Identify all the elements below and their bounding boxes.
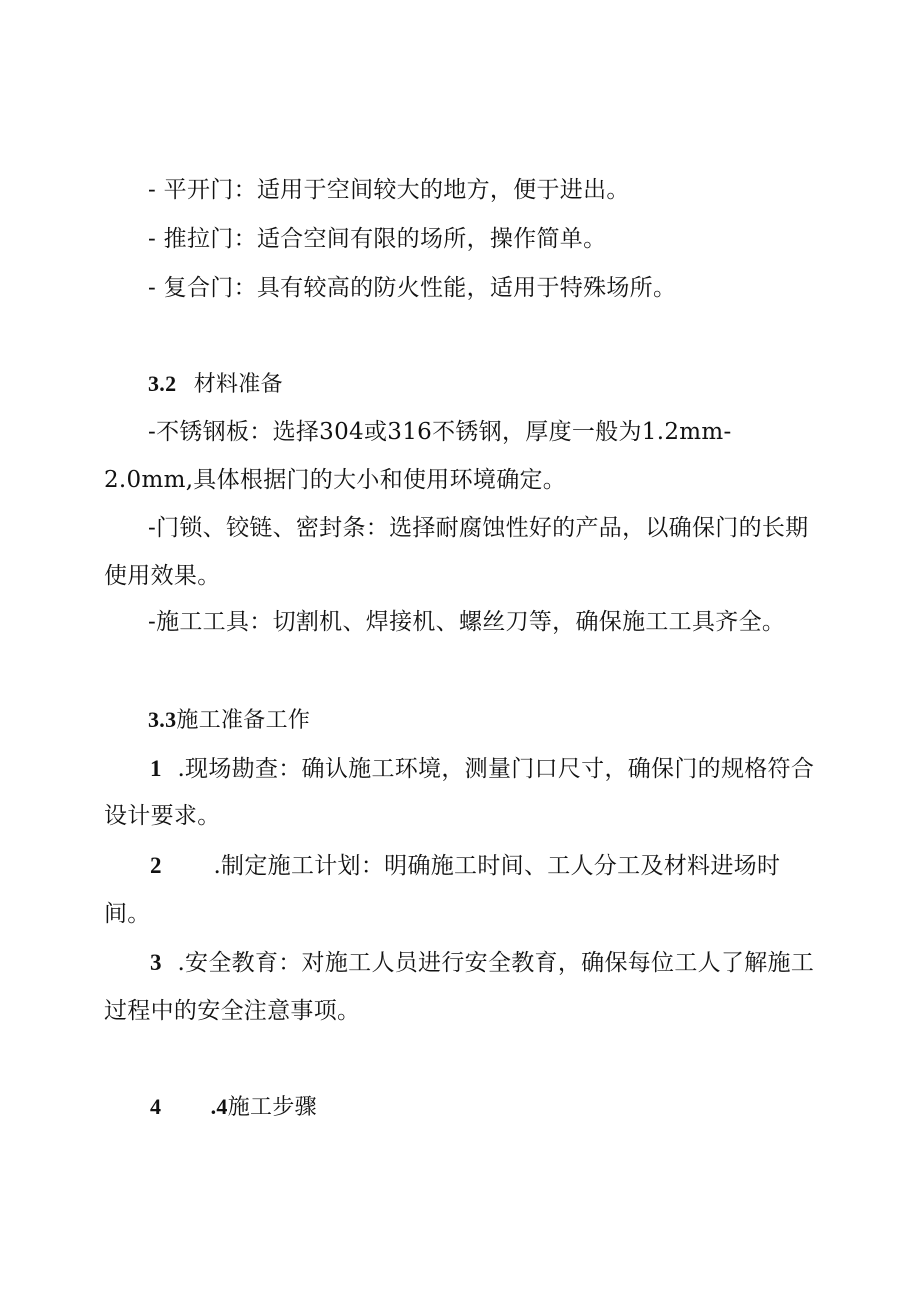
prep-item-1-line-1 — [150, 755, 814, 783]
prep-item-2-line-1 — [150, 852, 780, 880]
section-3-3-heading — [148, 706, 310, 735]
door-type-sliding: - 推拉门：适合空间有限的场所，操作简单。 — [148, 226, 607, 252]
prep-item-3-line-2: 过程中的安全注意事项。 — [104, 998, 361, 1024]
material-tools-line: -施工工具：切割机、焊接机、螺丝刀等，确保施工工具齐全。 — [148, 609, 786, 635]
item-number: 3 — [150, 950, 162, 975]
section-title: 施工准备工作 — [176, 708, 311, 733]
prep-item-2-line-2: 间。 — [104, 901, 151, 927]
door-type-composite: - 复合门：具有较高的防火性能，适用于特殊场所。 — [148, 275, 677, 301]
item-text: .制定施工计划：明确施工时间、工人分工及材料进场时 — [213, 853, 781, 879]
item-text: .安全教育：对施工人员进行安全教育，确保每位工人了解施工 — [177, 950, 815, 976]
prep-item-3-line-1 — [150, 949, 814, 977]
section-number: 4 — [150, 1094, 162, 1119]
material-steel-line-1: -不锈钢板：选择304或316不锈钢，厚度一般为1.2mm- — [148, 419, 732, 445]
section-number: 3.2 — [148, 371, 177, 396]
section-number: 3.3 — [148, 707, 177, 732]
material-hardware-line-2: 使用效果。 — [104, 563, 221, 589]
section-title: 材料准备 — [193, 372, 283, 397]
item-number: 1 — [150, 756, 162, 781]
section-3-2-heading — [148, 370, 283, 399]
material-hardware-line-1: -门锁、铰链、密封条：选择耐腐蚀性好的产品，以确保门的长期 — [148, 515, 809, 541]
door-type-swing: - 平开门：适用于空间较大的地方，便于进出。 — [148, 177, 630, 203]
section-number-suffix: .4 — [210, 1094, 228, 1119]
item-number: 2 — [150, 853, 162, 878]
item-text: .现场勘查：确认施工环境，测量门口尺寸，确保门的规格符合 — [177, 756, 815, 782]
prep-item-1-line-2: 设计要求。 — [104, 803, 221, 829]
section-3-4-heading — [150, 1093, 317, 1122]
section-title: 施工步骤 — [227, 1095, 317, 1120]
material-steel-line-2: 2.0mm,具体根据门的大小和使用环境确定。 — [104, 467, 567, 493]
